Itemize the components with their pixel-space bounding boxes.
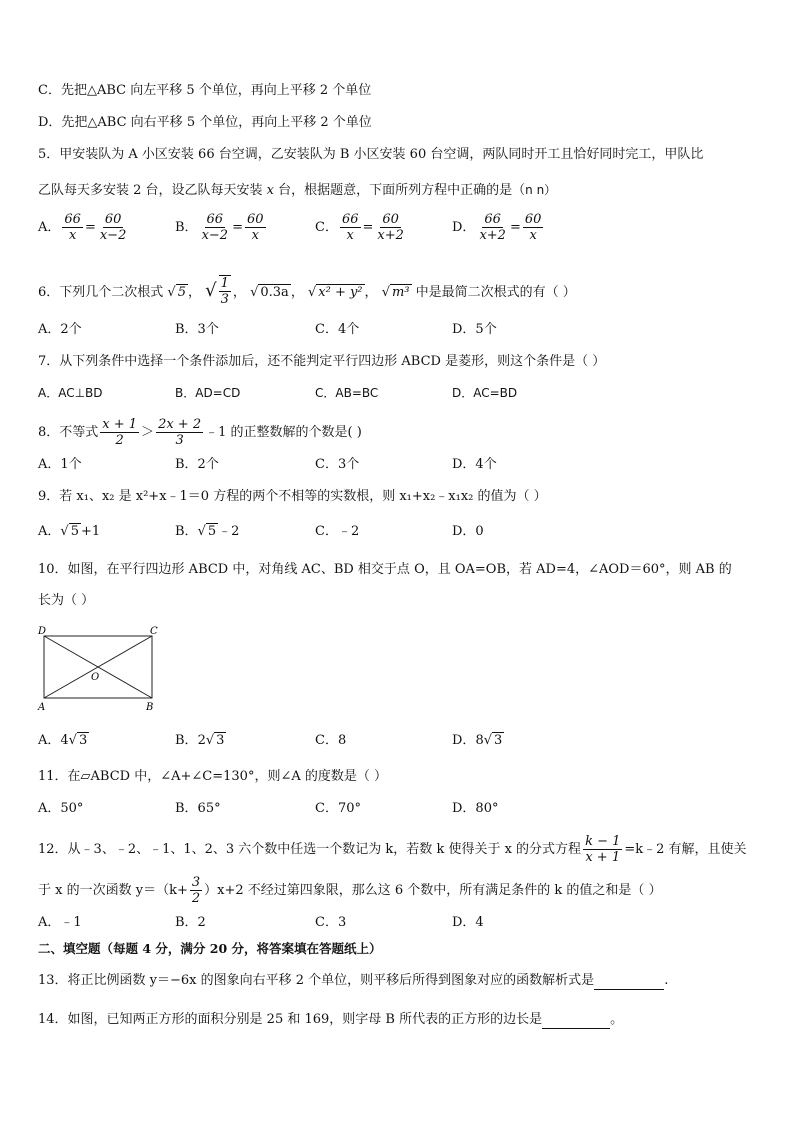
q5-option-label: D．: [452, 220, 476, 235]
label-d: D: [38, 626, 47, 637]
q5-right-fraction: [375, 212, 406, 243]
q9-a-radicand: 5: [70, 524, 79, 539]
q10-b-label: B．: [175, 733, 198, 748]
q5-right-fraction: [245, 212, 266, 243]
q5-left-num: 66: [206, 212, 224, 227]
q5-left-num: 66: [341, 212, 359, 227]
q9-b-radical: √ 5: [197, 524, 217, 539]
q6-radicand-2: [219, 275, 231, 307]
q6-radical-3: √ 0.3a: [250, 285, 289, 300]
q10-rectangle-figure: [34, 624, 164, 714]
q10-b-radical: √ 3: [205, 733, 225, 748]
q11-option-a: A．50°: [38, 801, 84, 816]
q8-suffix: ﹣1 的正整数解的个数是( ): [205, 425, 362, 440]
q12-line1-part-b: =k﹣2 有解，且使关: [624, 842, 747, 857]
q5-right-num: 60: [382, 212, 399, 227]
q5-stem-line2: [38, 181, 556, 200]
q6-radical-5: √ m³: [381, 285, 410, 300]
q11-option-c: C．70°: [315, 801, 361, 816]
q5-stem-part-a: 乙队每天多安装 2 台，设乙队每天安装: [38, 183, 267, 198]
q12-option-d: D．4: [452, 915, 484, 930]
q8-option-a: A．1个: [38, 457, 82, 472]
q5-option-label: A．: [38, 220, 61, 235]
q5-option-c: [315, 212, 408, 243]
q11-option-b: B．65°: [175, 801, 221, 816]
q7-stem: 7．从下列条件中选择一个条件添加后，还不能判定平行四边形 ABCD 是菱形，则这个条件是（ ）: [38, 354, 606, 369]
q8-option-b: B．2个: [175, 457, 219, 472]
q9-a-radical: √ 5: [60, 524, 79, 539]
q12-option-b: B．2: [175, 915, 206, 930]
q9-stem: 9．若 x₁、x₂ 是 x²+x﹣1＝0 方程的两个不相等的实数根，则 x₁+x₂﹣x₁x₂ 的值为（ ）: [38, 489, 547, 504]
q6-option-a: A．2个: [38, 322, 82, 337]
q5-option-label: C．: [315, 220, 338, 235]
q12-option-c: C．3: [315, 915, 347, 930]
label-a: A: [38, 702, 46, 713]
q5-equals: =: [362, 220, 374, 235]
q14-answer-blank[interactable]: [542, 1014, 610, 1029]
q5-left-den: x−2: [201, 228, 229, 243]
q8-f2-den: 3: [175, 433, 184, 448]
q12-line1-part-a: 12．从﹣3、﹣2、﹣1、1、2、3 六个数中任选一个数记为 k，若数 k 使得关于 x 的分式方程: [38, 842, 582, 857]
q5-left-fraction: [477, 212, 508, 243]
q11-stem: 11．在▱ABCD 中，∠A+∠C=130°，则∠A 的度数是（ ）: [38, 769, 387, 784]
q12-fraction-1: [583, 834, 622, 865]
q6-sep-2: ，: [232, 285, 246, 300]
q10-c-coef: 8: [337, 733, 347, 748]
q6-radical-2: √ $\frac{1}{3}$: [205, 276, 229, 307]
q7-option-d: D．AC=BD: [452, 386, 518, 400]
q9-option-d: D．0: [452, 524, 484, 539]
q10-d-coef: 8: [475, 733, 484, 748]
q6-radicand-1: 5: [177, 285, 186, 300]
q6-option-d: D．5个: [452, 322, 497, 337]
q4-option-c: C．先把△ABC 向左平移 5 个单位，再向上平移 2 个单位: [38, 83, 372, 98]
q10-option-d: [452, 732, 504, 750]
q10-option-c: [315, 732, 346, 750]
q14-stem: [38, 1011, 623, 1029]
q12-stem-line1: [38, 834, 747, 865]
q6-prefix: 6．下列几个二次根式: [38, 285, 164, 300]
q5-right-num: 60: [246, 212, 264, 227]
q8-option-c: C．3个: [315, 457, 360, 472]
q9-b-tail: ﹣2: [218, 524, 240, 539]
q5-equals: =: [232, 220, 243, 235]
q10-stem-line1: 10．如图，在平行四边形 ABCD 中，对角线 AC、BD 相交于点 O，且 OA=OB，若 AD=4，∠AOD＝60°，则 AB 的: [38, 562, 732, 577]
q5-right-num: 60: [524, 212, 542, 227]
q5-right-den: x: [251, 228, 259, 243]
label-o: O: [91, 672, 100, 683]
q6-radicand-5: m³: [391, 285, 410, 300]
q13-suffix: .: [664, 973, 669, 988]
q11-option-d: D．80°: [452, 801, 499, 816]
q5-option-label: B．: [175, 220, 198, 235]
label-c: C: [150, 626, 158, 637]
q9-option-c: C．﹣2: [315, 524, 360, 539]
q12-line2-part-a: 于 x 的一次函数 y＝（k+: [38, 883, 188, 898]
q7-option-c: C．AB=BC: [315, 386, 379, 400]
q6-r2-den: 3: [220, 292, 229, 307]
q14-suffix: 。: [610, 1012, 624, 1027]
q10-a-label: A．: [38, 733, 61, 748]
q6-option-c: C．4个: [315, 322, 360, 337]
q5-left-fraction: [340, 212, 361, 243]
q8-f1-num: x + 1: [102, 417, 138, 432]
q6-sep-1: ，: [188, 285, 202, 300]
q5-right-fraction: [523, 212, 544, 243]
q8-f1-den: 2: [115, 433, 124, 448]
q8-fraction-right: [156, 417, 203, 448]
q12-stem-line2: [38, 875, 662, 906]
q10-d-label: D．: [452, 733, 476, 748]
q5-left-num: 66: [64, 212, 81, 227]
q4-option-d: D．先把△ABC 向右平移 5 个单位，再向上平移 2 个单位: [38, 115, 372, 130]
q10-c-label: C．: [315, 733, 338, 748]
q5-left-den: x: [68, 228, 77, 243]
q5-right-den: x+2: [377, 228, 404, 243]
q5-equals: =: [509, 220, 521, 235]
q10-stem-line2: 长为（ ）: [38, 593, 95, 608]
q10-a-coef: 4: [60, 733, 69, 748]
q12-f1-den: x + 1: [585, 850, 621, 865]
q5-option-a: [38, 212, 130, 243]
q9-b-radicand: 5: [207, 524, 217, 539]
q10-a-radicand: 3: [78, 733, 88, 748]
q8-gt: ＞: [141, 425, 155, 440]
q7-option-a: A．AC⊥BD: [38, 386, 103, 400]
q6-radical-4: √ x² + y²: [307, 285, 363, 300]
q10-d-radical: √ 3: [483, 733, 503, 748]
q10-option-a: [38, 732, 89, 750]
q10-b-coef: 2: [197, 733, 206, 748]
q6-option-b: B．3个: [175, 322, 219, 337]
q14-text: 14．如图，已知两正方形的面积分别是 25 和 169，则字母 B 所代表的正方形的边长是: [38, 1012, 543, 1027]
q8-prefix: 8．不等式: [38, 425, 99, 440]
q7-option-b: B．AD=CD: [175, 386, 241, 400]
q5-variable: x: [266, 183, 275, 198]
q5-stem-part-b: 台，根据题意，下面所列方程中正确的是（: [274, 183, 526, 198]
q12-f2-num: 3: [191, 875, 201, 890]
q12-line2-part-b: ）x+2 不经过第四象限，那么这 6 个数中，所有满足条件的 k 的值之和是（ ）: [204, 883, 662, 898]
q5-left-den: x+2: [479, 228, 506, 243]
q6-sep-4: ，: [364, 285, 378, 300]
q5-right-den: x−2: [99, 228, 127, 243]
q10-d-radicand: 3: [494, 733, 503, 748]
q8-f2-num: 2x + 2: [158, 417, 202, 432]
q10-b-radicand: 3: [216, 733, 225, 748]
label-b: B: [146, 702, 154, 713]
q9-a-tail: +1: [80, 524, 101, 539]
q5-right-num: 60: [104, 212, 122, 227]
q9-option-b: [175, 523, 239, 541]
q12-option-a: A．﹣1: [38, 915, 82, 930]
q13-text: 13．将正比例函数 y＝−6x 的图象向右平移 2 个单位，则平移后所得到图象对应的函数解析式是: [38, 973, 595, 988]
q12-f1-num: k − 1: [585, 834, 621, 849]
q12-fraction-2: [190, 875, 202, 906]
q9-option-a: [38, 523, 100, 541]
q5-option-d: [452, 212, 545, 243]
q6-suffix: 中是最简二次根式的有（ ）: [415, 285, 576, 300]
q13-answer-blank[interactable]: [594, 975, 664, 990]
q8-option-d: D．4个: [452, 457, 497, 472]
q5-left-den: x: [346, 228, 354, 243]
section-2-heading: 二、填空题（每题 4 分，满分 20 分，将答案填在答题纸上）: [38, 941, 382, 956]
q8-stem: [38, 417, 362, 448]
q5-stem-line1: 5．甲安装队为 A 小区安装 66 台空调，乙安装队为 B 小区安装 60 台空调，两队同时开工且恰好同时完工，甲队比: [38, 147, 704, 162]
q5-right-den: x: [529, 228, 537, 243]
q5-left-num: 66: [484, 212, 501, 227]
q5-left-fraction: [200, 212, 231, 243]
q6-radical-1: √ 5: [167, 285, 186, 300]
q8-fraction-left: [100, 417, 139, 448]
q5-left-fraction: [62, 212, 83, 243]
q5-option-b: [175, 212, 268, 243]
q6-radicand-3: 0.3a: [260, 285, 289, 300]
q10-a-radical: √ 3: [68, 733, 88, 748]
q6-radicand-4: x² + y²: [318, 285, 363, 300]
q9-b-label: B．: [175, 524, 198, 539]
q9-a-label: A．: [38, 524, 61, 539]
q6-sep-3: ，: [290, 285, 304, 300]
q6-stem: [38, 275, 576, 307]
q5-right-fraction: [98, 212, 129, 243]
q12-f2-den: 2: [191, 891, 201, 906]
q10-option-b: [175, 732, 226, 750]
q6-r2-num: 1: [220, 276, 229, 291]
q5-stem-part-c: n n）: [525, 183, 557, 197]
q13-stem: [38, 972, 668, 990]
q5-equals: =: [84, 220, 96, 235]
